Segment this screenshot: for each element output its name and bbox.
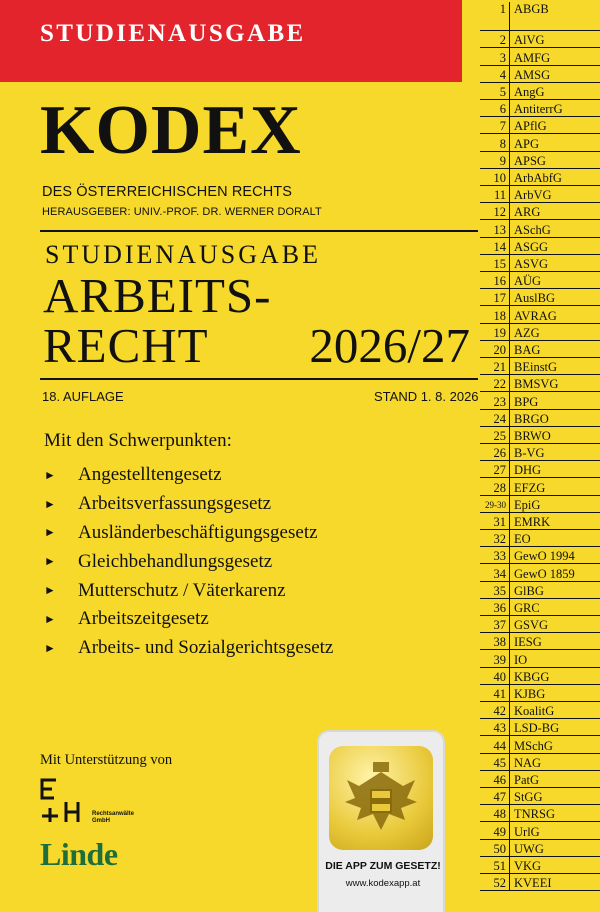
register-number: 43 — [480, 719, 510, 735]
support-label: Mit Unterstützung von — [40, 752, 173, 768]
register-abbreviation: PatG — [514, 772, 539, 787]
register-abbreviation: UrlG — [514, 824, 540, 839]
edition-year: 2026/27 — [309, 318, 470, 373]
register-tab[interactable] — [480, 788, 600, 805]
register-tab[interactable] — [480, 255, 600, 272]
register-number: 33 — [480, 547, 510, 563]
register-abbreviation: IESG — [514, 635, 542, 650]
register-abbreviation: GlBG — [514, 583, 544, 598]
register-number: 12 — [480, 203, 510, 219]
book-title-line2: RECHT — [43, 318, 209, 373]
divider — [40, 378, 478, 380]
brand-subtitle: DES ÖSTERREICHISCHEN RECHTS — [42, 184, 293, 200]
register-number: 38 — [480, 633, 510, 649]
edition-type: STUDIENAUSGABE — [45, 240, 321, 269]
register-number: 41 — [480, 685, 510, 701]
register-abbreviation: ABGB — [514, 2, 549, 16]
register-number: 37 — [480, 616, 510, 632]
eagle-icon — [329, 746, 433, 850]
register-number: 27 — [480, 461, 510, 477]
register-tab[interactable] — [480, 805, 600, 822]
register-abbreviation: ASGG — [514, 239, 549, 254]
register-number: 7 — [480, 117, 510, 133]
bullet-icon: ► — [44, 583, 56, 598]
red-banner — [0, 0, 462, 82]
register-tab[interactable] — [480, 48, 600, 65]
register-abbreviation: EO — [514, 532, 531, 547]
register-tab[interactable] — [480, 530, 600, 547]
register-abbreviation: LSD-BG — [514, 721, 560, 736]
register-tab[interactable] — [480, 822, 600, 839]
register-tab[interactable] — [480, 633, 600, 650]
bullet-icon: ► — [44, 496, 56, 511]
register-abbreviation: StGG — [514, 790, 543, 805]
register-number: 21 — [480, 358, 510, 374]
focus-item — [44, 490, 333, 519]
register-number: 3 — [480, 48, 510, 64]
register-abbreviation: NAG — [514, 755, 542, 770]
app-phone-graphic — [317, 730, 445, 912]
register-tab[interactable] — [480, 496, 600, 513]
register-abbreviation: AÜG — [514, 274, 542, 289]
register-tab[interactable] — [480, 410, 600, 427]
register-tabs — [480, 0, 600, 912]
register-abbreviation: GRC — [514, 600, 540, 615]
register-tab[interactable] — [480, 547, 600, 564]
register-abbreviation: AntiterrG — [514, 102, 563, 117]
app-icon — [329, 746, 433, 850]
register-tab[interactable] — [480, 564, 600, 581]
register-abbreviation: MSchG — [514, 738, 553, 753]
register-number: 17 — [480, 289, 510, 305]
register-tab[interactable] — [480, 152, 600, 169]
register-abbreviation: GewO 1994 — [514, 549, 575, 564]
publisher-logo: Linde — [40, 836, 118, 872]
focus-item-label: Ausländerbeschäftigungsgesetz — [78, 521, 318, 543]
register-number: 20 — [480, 341, 510, 357]
register-number: 19 — [480, 324, 510, 340]
register-number: 16 — [480, 272, 510, 288]
focus-item-label: Arbeits- und Sozialgerichtsgesetz — [78, 637, 334, 659]
register-number: 28 — [480, 478, 510, 494]
register-number: 50 — [480, 840, 510, 856]
register-tab[interactable] — [480, 736, 600, 753]
bullet-icon: ► — [44, 554, 56, 569]
register-abbreviation: ARG — [514, 205, 541, 220]
register-tab[interactable] — [480, 186, 600, 203]
register-abbreviation: TNRSG — [514, 807, 555, 822]
register-abbreviation: APSG — [514, 153, 546, 168]
register-tab[interactable] — [480, 341, 600, 358]
register-number: 8 — [480, 134, 510, 150]
focus-item — [44, 547, 333, 576]
register-tab[interactable] — [480, 616, 600, 633]
register-abbreviation: ASVG — [514, 256, 549, 271]
register-tab[interactable] — [480, 203, 600, 220]
register-tab[interactable] — [480, 272, 600, 289]
register-tab[interactable] — [480, 66, 600, 83]
register-abbreviation: EFZG — [514, 480, 546, 495]
register-abbreviation: AZG — [514, 325, 540, 340]
register-number: 2 — [480, 31, 510, 47]
register-number: 1 — [480, 2, 510, 30]
focus-item-label: Gleichbehandlungsgesetz — [78, 550, 273, 572]
register-abbreviation: EpiG — [514, 497, 541, 512]
register-number: 25 — [480, 427, 510, 443]
register-tab[interactable] — [480, 427, 600, 444]
register-tab[interactable] — [480, 444, 600, 461]
register-tab[interactable] — [480, 461, 600, 478]
focus-item-label: Arbeitszeitgesetz — [78, 608, 209, 630]
register-number: 15 — [480, 255, 510, 271]
focus-item-label: Arbeitsverfassungsgesetz — [78, 493, 272, 515]
register-abbreviation: KVEEI — [514, 876, 552, 891]
register-tab[interactable] — [480, 513, 600, 530]
register-number: 47 — [480, 788, 510, 804]
register-abbreviation: BRWO — [514, 428, 551, 443]
focus-item — [44, 461, 333, 490]
register-number: 11 — [480, 186, 510, 202]
register-tab[interactable] — [480, 220, 600, 237]
register-number: 52 — [480, 874, 510, 890]
register-abbreviation: IO — [514, 652, 528, 667]
register-abbreviation: ArbAbfG — [514, 170, 562, 185]
register-number: 13 — [480, 220, 510, 236]
brand-title: KODEX — [40, 92, 302, 169]
focus-list — [44, 461, 333, 663]
register-tab[interactable] — [480, 134, 600, 151]
register-tab[interactable] — [480, 857, 600, 874]
focus-item — [44, 634, 333, 663]
register-abbreviation: KoalitG — [514, 704, 555, 719]
register-tab[interactable] — [480, 0, 600, 31]
register-tab[interactable] — [480, 650, 600, 667]
register-abbreviation: DHG — [514, 463, 542, 478]
focus-item — [44, 605, 333, 634]
banner-label: STUDIENAUSGABE — [40, 20, 306, 47]
register-number: 36 — [480, 599, 510, 615]
register-tab[interactable] — [480, 31, 600, 48]
register-tab[interactable] — [480, 754, 600, 771]
register-abbreviation: AngG — [514, 84, 545, 99]
register-tab[interactable] — [480, 375, 600, 392]
register-number: 6 — [480, 100, 510, 116]
register-tab[interactable] — [480, 238, 600, 255]
register-abbreviation: AlVG — [514, 33, 545, 48]
register-tab[interactable] — [480, 83, 600, 100]
register-number: 9 — [480, 152, 510, 168]
register-number: 23 — [480, 392, 510, 408]
register-number: 4 — [480, 66, 510, 82]
register-number: 24 — [480, 410, 510, 426]
focus-heading: Mit den Schwerpunkten: — [44, 430, 232, 451]
register-abbreviation: APG — [514, 136, 540, 151]
bullet-icon: ► — [44, 525, 56, 540]
register-abbreviation: KBGG — [514, 669, 550, 684]
register-number: 39 — [480, 650, 510, 666]
register-tab[interactable] — [480, 771, 600, 788]
focus-item — [44, 576, 333, 605]
register-tab[interactable] — [480, 702, 600, 719]
register-abbreviation: BPG — [514, 394, 539, 409]
register-abbreviation: AMSG — [514, 67, 551, 82]
register-tab[interactable] — [480, 117, 600, 134]
register-number: 14 — [480, 238, 510, 254]
register-number: 5 — [480, 83, 510, 99]
editor-line: HERAUSGEBER: UNIV.-PROF. DR. WERNER DORALT — [42, 206, 322, 218]
register-tab[interactable] — [480, 392, 600, 409]
app-url[interactable]: www.kodexapp.at — [345, 878, 421, 889]
register-abbreviation: BEinstG — [514, 360, 558, 375]
register-abbreviation: AVRAG — [514, 308, 557, 323]
register-number: 51 — [480, 857, 510, 873]
edition-number: 18. AUFLAGE — [42, 389, 124, 404]
register-abbreviation: BAG — [514, 342, 541, 357]
register-tab[interactable] — [480, 668, 600, 685]
register-tab[interactable] — [480, 289, 600, 306]
register-number: 10 — [480, 169, 510, 185]
register-number: 48 — [480, 805, 510, 821]
register-abbreviation: AuslBG — [514, 291, 555, 306]
register-abbreviation: KJBG — [514, 686, 546, 701]
focus-item-label: Angestelltengesetz — [78, 464, 222, 486]
register-number: 22 — [480, 375, 510, 391]
register-tab[interactable] — [480, 840, 600, 857]
register-number: 32 — [480, 530, 510, 546]
bullet-icon: ► — [44, 467, 56, 482]
register-abbreviation: BRGO — [514, 411, 549, 426]
focus-item-label: Mutterschutz / Väterkarenz — [78, 579, 286, 601]
register-tab[interactable] — [480, 358, 600, 375]
register-abbreviation: GewO 1859 — [514, 566, 575, 581]
register-number: 46 — [480, 771, 510, 787]
eh-firm-name: Rechtsanwälte GmbH — [92, 811, 135, 824]
register-tab[interactable] — [480, 306, 600, 323]
register-number: 44 — [480, 736, 510, 752]
register-tab[interactable] — [480, 324, 600, 341]
register-number: 35 — [480, 582, 510, 598]
register-number: 45 — [480, 754, 510, 770]
app-tagline: DIE APP ZUM GESETZ! — [325, 860, 441, 872]
register-abbreviation: AMFG — [514, 50, 551, 65]
register-abbreviation: VKG — [514, 858, 542, 873]
register-tab[interactable] — [480, 169, 600, 186]
bullet-icon: ► — [44, 611, 56, 626]
register-tab[interactable] — [480, 478, 600, 495]
register-number: 31 — [480, 513, 510, 529]
register-number: 29-30 — [480, 496, 510, 512]
register-tab[interactable] — [480, 599, 600, 616]
register-number: 40 — [480, 668, 510, 684]
bullet-icon: ► — [44, 640, 56, 655]
register-number: 42 — [480, 702, 510, 718]
register-tab[interactable] — [480, 874, 600, 891]
register-number: 26 — [480, 444, 510, 460]
register-tab[interactable] — [480, 719, 600, 736]
register-abbreviation: ArbVG — [514, 188, 552, 203]
register-number: 18 — [480, 306, 510, 322]
divider — [40, 230, 478, 232]
register-abbreviation: BMSVG — [514, 377, 559, 392]
register-tab[interactable] — [480, 685, 600, 702]
edition-date: STAND 1. 8. 2026 — [374, 389, 479, 404]
register-tab[interactable] — [480, 582, 600, 599]
register-number: 49 — [480, 822, 510, 838]
register-abbreviation: EMRK — [514, 514, 551, 529]
register-number: 34 — [480, 564, 510, 580]
focus-item — [44, 519, 333, 548]
register-abbreviation: APflG — [514, 119, 547, 134]
register-abbreviation: GSVG — [514, 618, 549, 633]
register-tab[interactable] — [480, 100, 600, 117]
register-abbreviation: B-VG — [514, 446, 545, 461]
register-abbreviation: UWG — [514, 841, 544, 856]
register-abbreviation: ASchG — [514, 222, 551, 237]
book-title-line1: ARBEITS- — [43, 268, 272, 323]
